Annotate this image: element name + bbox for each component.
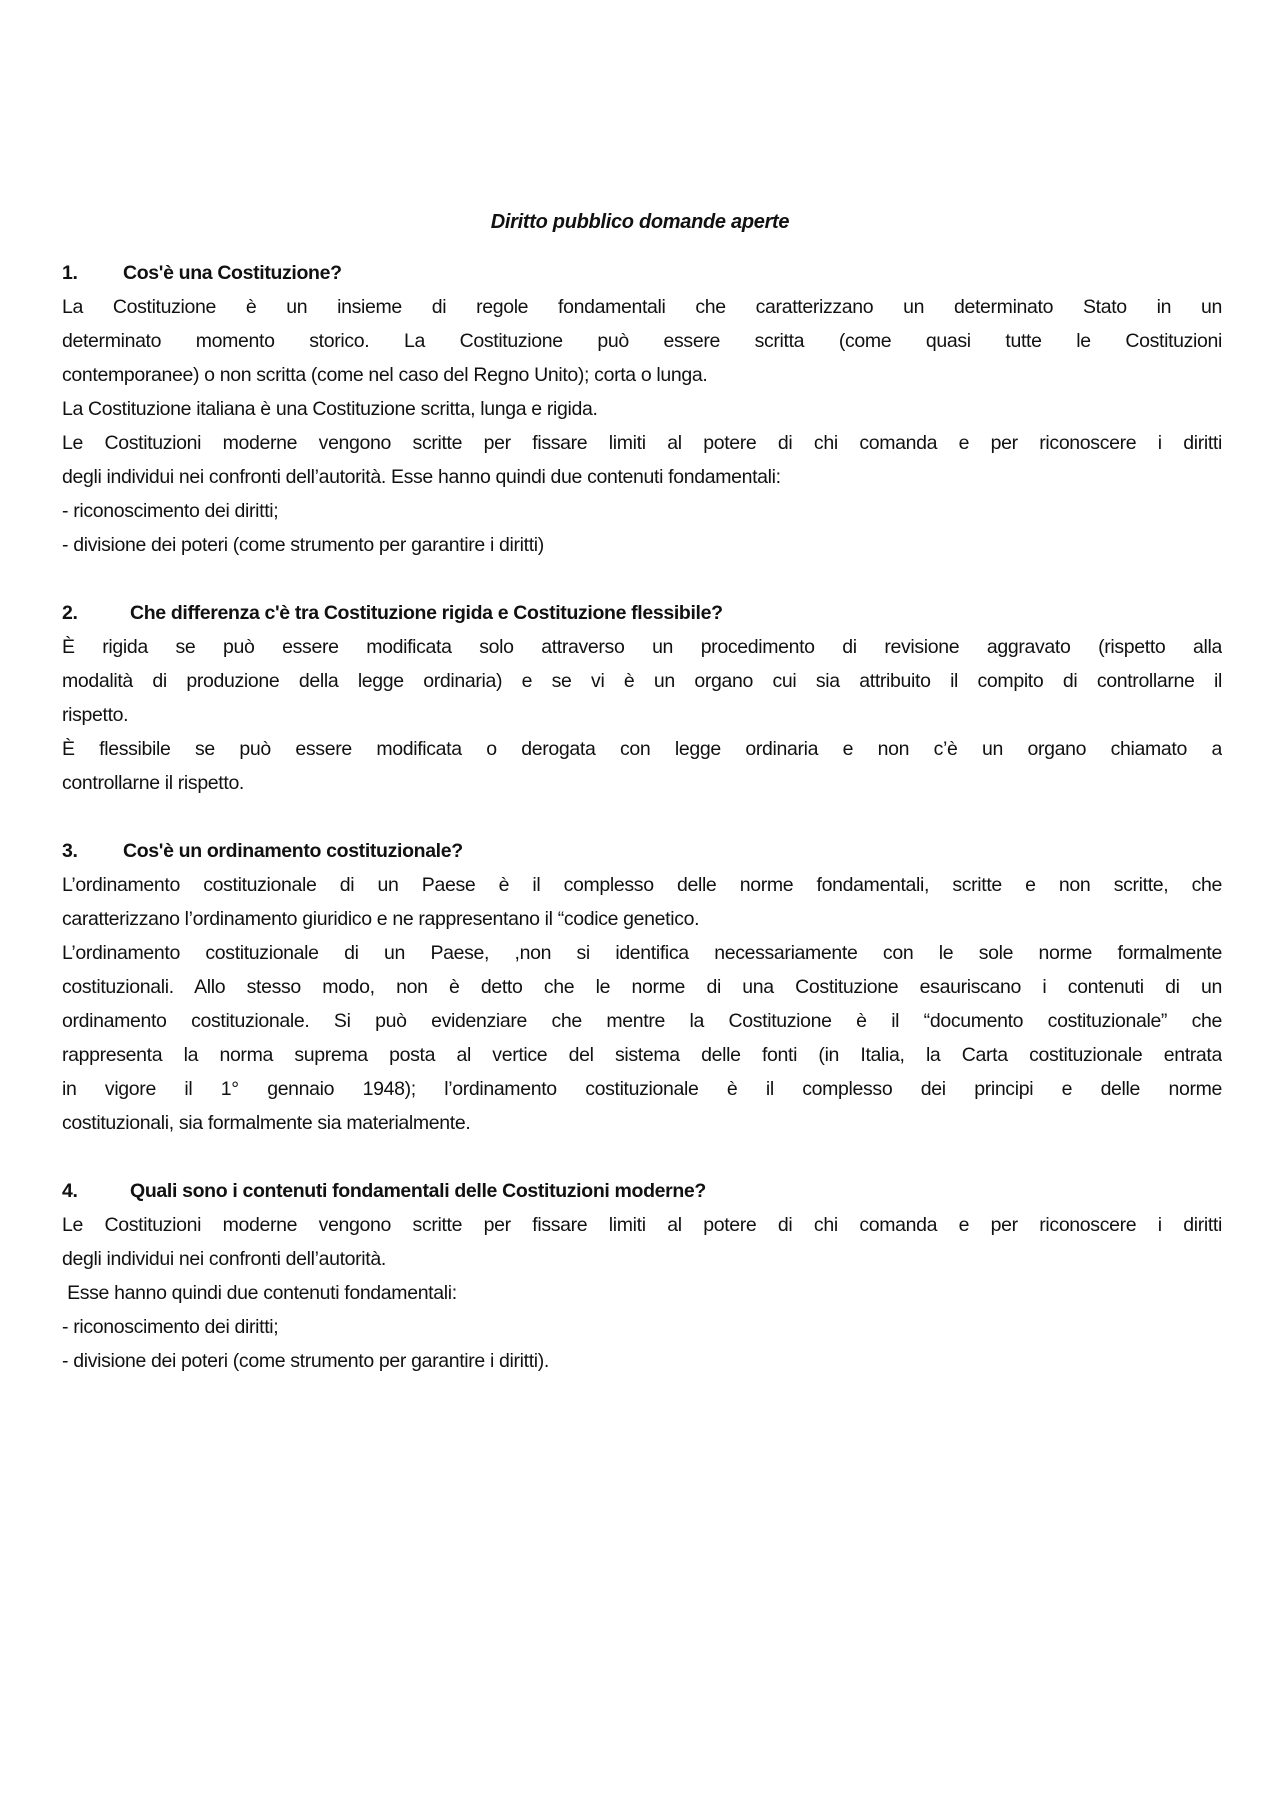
answer-line: controllarne il rispetto. (62, 772, 245, 794)
answer-line: rispetto. (62, 704, 129, 726)
answer-line: - divisione dei poteri (come strumento per garantire i diritti) (62, 534, 544, 556)
answer-line: costituzionali. Allo stesso modo, non è detto che le norme di una Costituzione esauriscano i contenuti di un (62, 976, 1222, 998)
answer-line: - riconoscimento dei diritti; (62, 1316, 279, 1338)
question-text: Che differenza c'è tra Costituzione rigida e Costituzione flessibile? (130, 602, 723, 624)
question-text: Cos'è una Costituzione? (123, 262, 342, 284)
answer-line: rappresenta la norma suprema posta al vertice del sistema delle fonti (in Italia, la Carta costituzionale entrata (62, 1044, 1222, 1066)
answer-line: Le Costituzioni moderne vengono scritte per fissare limiti al potere di chi comanda e per riconoscere i diritti (62, 432, 1222, 454)
question-text: Quali sono i contenuti fondamentali delle Costituzioni moderne? (130, 1180, 706, 1202)
answer-line: caratterizzano l’ordinamento giuridico e ne rappresentano il “codice genetico. (62, 908, 700, 930)
answer-line: L’ordinamento costituzionale di un Paese, ,non si identifica necessariamente con le sole norme formalmente (62, 942, 1222, 964)
answer-line: modalità di produzione della legge ordinaria) e se vi è un organo cui sia attribuito il compito di controllarne il (62, 670, 1222, 692)
document-title: Diritto pubblico domande aperte (490, 211, 790, 233)
answer-line: determinato momento storico. La Costituzione può essere scritta (come quasi tutte le Costituzioni (62, 330, 1222, 352)
section-spacer (62, 1140, 1222, 1174)
question-number: 4. (62, 1180, 78, 1202)
answer-line: L’ordinamento costituzionale di un Paese è il complesso delle norme fondamentali, scritte e non scritte, che (62, 874, 1222, 896)
question-text: Cos'è un ordinamento costituzionale? (123, 840, 463, 862)
section-spacer (62, 562, 1222, 596)
answer-line: degli individui nei confronti dell’autorità. Esse hanno quindi due contenuti fondamentali: (62, 466, 781, 488)
question-heading (62, 596, 1222, 630)
question-number: 3. (62, 840, 78, 862)
answer-line: Esse hanno quindi due contenuti fondamentali: (62, 1282, 457, 1304)
question-number: 1. (62, 262, 78, 284)
question-heading (62, 834, 1222, 868)
answer-line: La Costituzione è un insieme di regole fondamentali che caratterizzano un determinato Stato in un (62, 296, 1222, 318)
answer-line: contemporanee) o non scritta (come nel caso del Regno Unito); corta o lunga. (62, 364, 708, 386)
answer-line: - divisione dei poteri (come strumento per garantire i diritti). (62, 1350, 549, 1372)
answer-line: costituzionali, sia formalmente sia materialmente. (62, 1112, 471, 1134)
answer-line: È rigida se può essere modificata solo attraverso un procedimento di revisione aggravato (rispetto alla (62, 636, 1222, 658)
document-body (62, 256, 1222, 1378)
answer-line: Le Costituzioni moderne vengono scritte per fissare limiti al potere di chi comanda e per riconoscere i diritti (62, 1214, 1222, 1236)
answer-line: degli individui nei confronti dell’autorità. (62, 1248, 386, 1270)
section-spacer (62, 800, 1222, 834)
answer-line: È flessibile se può essere modificata o derogata con legge ordinaria e non c’è un organo chiamato a (62, 738, 1222, 760)
question-number: 2. (62, 602, 78, 624)
answer-line: - riconoscimento dei diritti; (62, 500, 279, 522)
answer-line: in vigore il 1° gennaio 1948); l’ordinamento costituzionale è il complesso dei principi e delle norme (62, 1078, 1222, 1100)
question-heading (62, 1174, 1222, 1208)
question-heading (62, 256, 1222, 290)
answer-line: La Costituzione italiana è una Costituzione scritta, lunga e rigida. (62, 398, 598, 420)
answer-line: ordinamento costituzionale. Si può evidenziare che mentre la Costituzione è il “documento costituzionale” che (62, 1010, 1222, 1032)
